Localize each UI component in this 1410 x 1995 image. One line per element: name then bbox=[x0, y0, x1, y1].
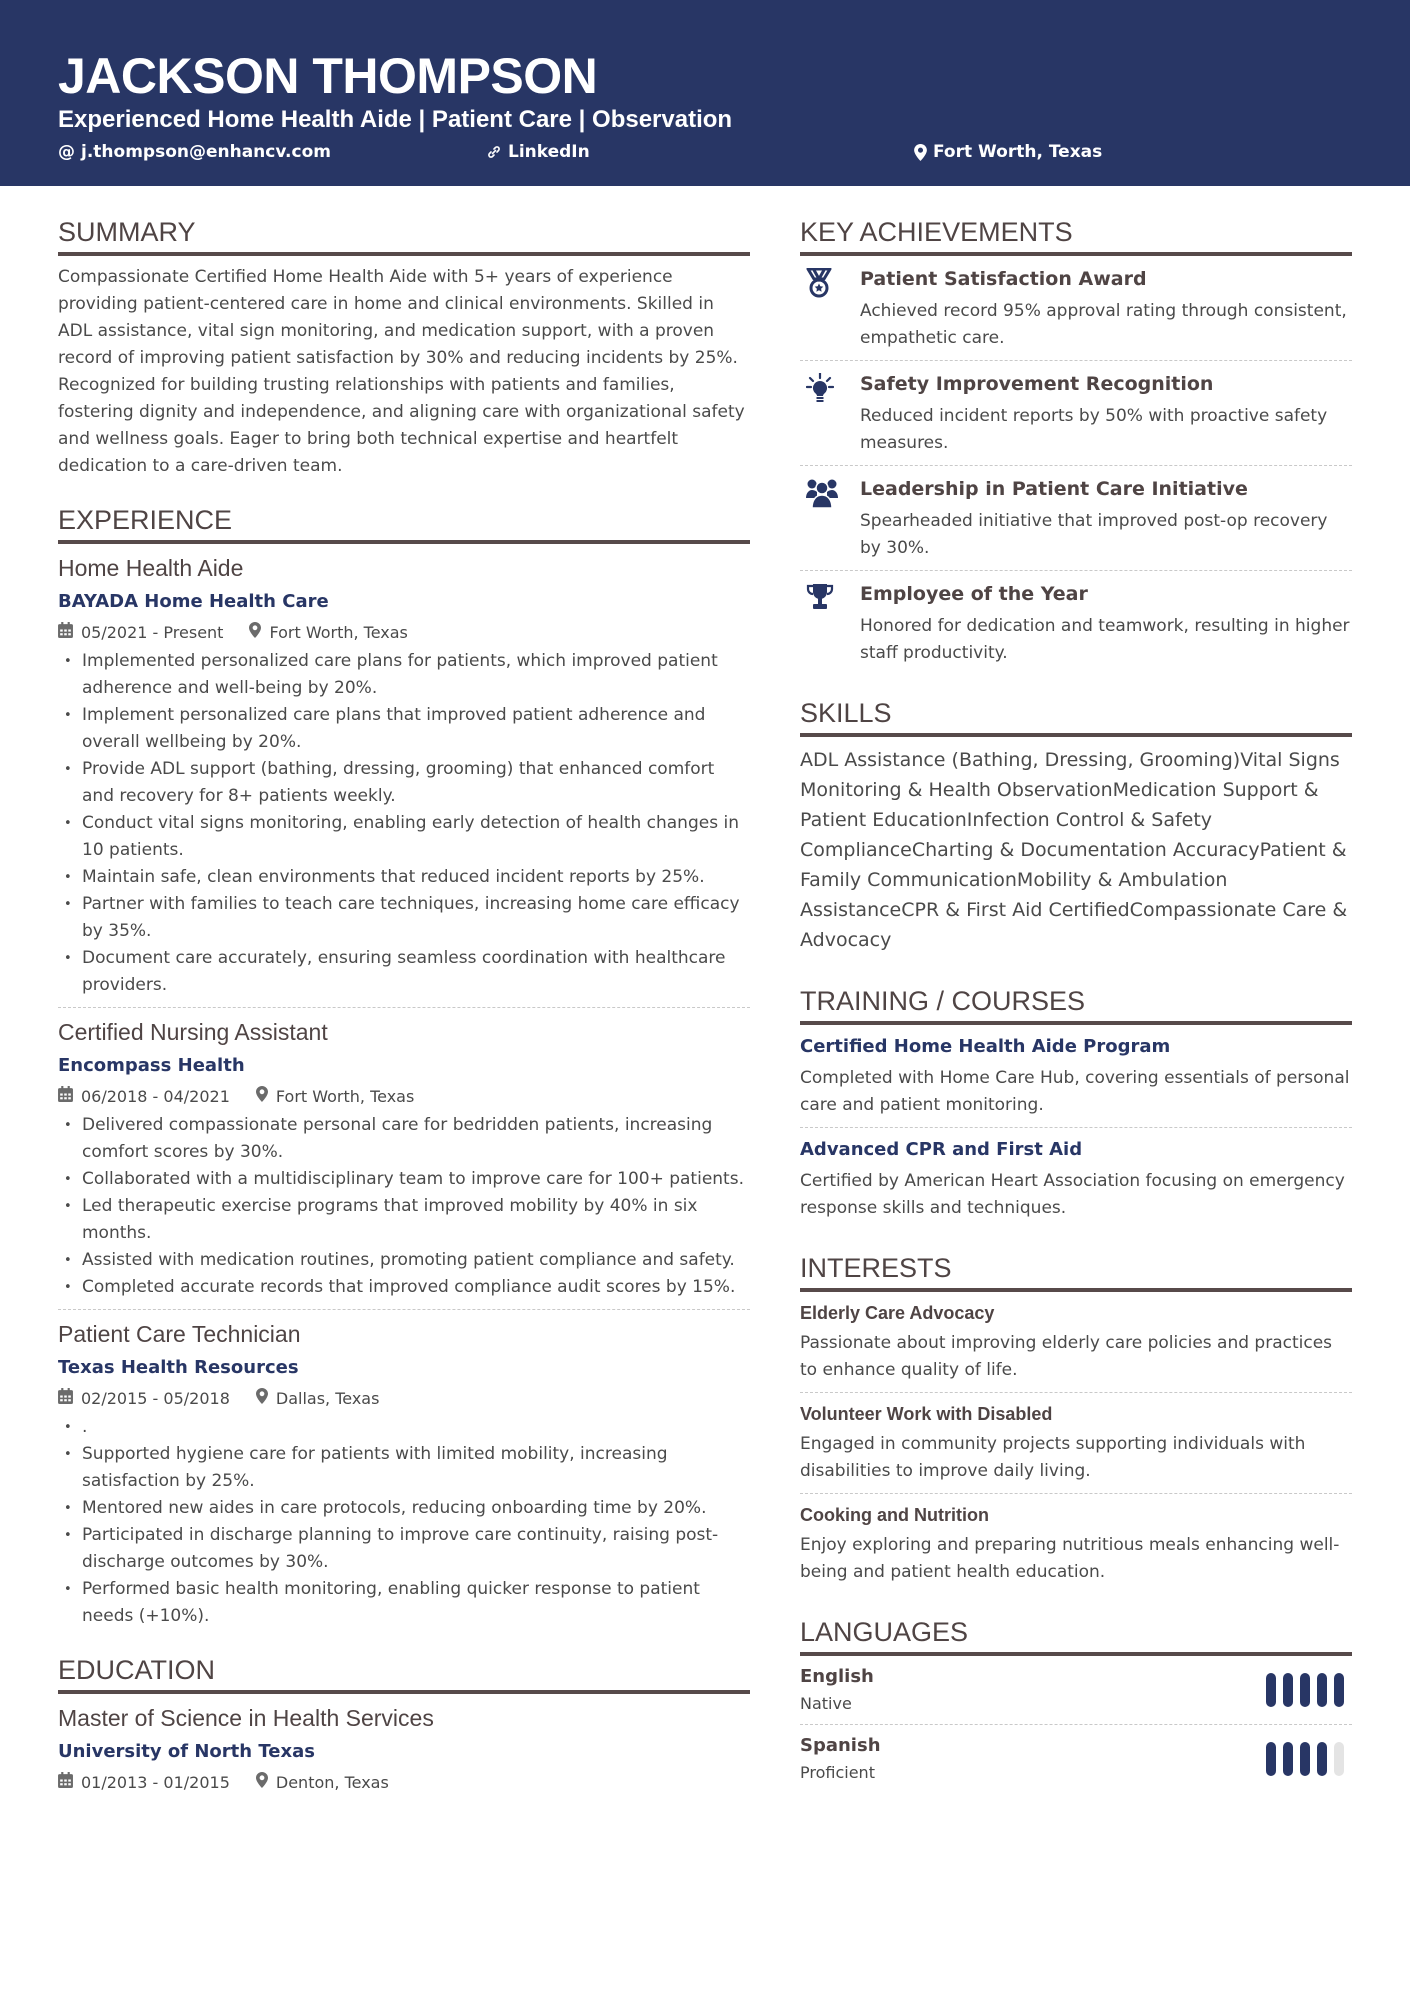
course-desc: Completed with Home Care Hub, covering essentials of personal care and patient monitoring. bbox=[800, 1068, 1350, 1115]
bullet-item: • Supported hygiene care for patients with limited mobility, increasing satisfaction by 25%. bbox=[58, 1441, 750, 1495]
bullet-item: • Provide ADL support (bathing, dressing, grooming) that enhanced comfort and recovery for 8+ patients weekly. bbox=[58, 756, 750, 810]
achievement-desc: Reduced incident reports by 50% with proactive safety measures. bbox=[860, 406, 1328, 453]
language-name: English bbox=[800, 1666, 874, 1687]
map-pin-icon bbox=[914, 144, 927, 161]
interest-desc: Passionate about improving elderly care policies and practices to enhance quality of life. bbox=[800, 1333, 1333, 1380]
candidate-tagline: Experienced Home Health Aide | Patient Care | Observation bbox=[58, 106, 733, 133]
rating-bar-empty bbox=[1334, 1742, 1344, 1776]
bullet-item: • Conduct vital signs monitoring, enabling early detection of health changes in 10 patients. bbox=[58, 810, 750, 864]
language-item bbox=[800, 1664, 1352, 1716]
job-dates: 02/2015 - 05/2018 bbox=[81, 1389, 230, 1408]
education-meta bbox=[58, 1770, 750, 1796]
divider bbox=[800, 1493, 1352, 1494]
divider bbox=[800, 570, 1352, 571]
school-name: University of North Texas bbox=[58, 1741, 315, 1762]
left-column bbox=[58, 214, 750, 1796]
training-heading: TRAINING / COURSES bbox=[800, 983, 1352, 1025]
medal-icon bbox=[800, 264, 860, 302]
job-bullets bbox=[58, 1112, 750, 1301]
job-title: Certified Nursing Assistant bbox=[58, 1019, 328, 1045]
job-meta bbox=[58, 620, 750, 646]
job-entry bbox=[58, 552, 750, 999]
calendar-icon bbox=[58, 620, 73, 646]
rating-bar-filled bbox=[1317, 1673, 1327, 1707]
education-heading: EDUCATION bbox=[58, 1652, 750, 1694]
achievement-desc: Honored for dedication and teamwork, resulting in higher staff productivity. bbox=[860, 616, 1350, 663]
job-location: Fort Worth, Texas bbox=[269, 623, 408, 642]
divider bbox=[800, 360, 1352, 361]
skills-section bbox=[800, 695, 1352, 955]
rating-bar-filled bbox=[1266, 1673, 1276, 1707]
language-rating bbox=[1266, 1742, 1344, 1776]
bullet-item: • Maintain safe, clean environments that reduced incident reports by 25%. bbox=[58, 864, 750, 891]
skills-text: ADL Assistance (Bathing, Dressing, Grooming)Vital Signs Monitoring & Health ObservationMedication Support & Patient EducationInfection Control & Safety ComplianceCharting & Documentation AccuracyPatient & Family CommunicationMobility & Ambulation AssistanceCPR & First Aid CertifiedCompassionate Care & Advocacy bbox=[800, 749, 1348, 951]
job-bullets bbox=[58, 1414, 750, 1630]
map-pin-icon bbox=[256, 1770, 268, 1796]
rating-bar-filled bbox=[1283, 1673, 1293, 1707]
company-name: BAYADA Home Health Care bbox=[58, 591, 329, 612]
job-entry bbox=[58, 1318, 750, 1630]
company-name: Encompass Health bbox=[58, 1055, 245, 1076]
skills-heading: SKILLS bbox=[800, 695, 1352, 737]
divider bbox=[58, 1309, 750, 1310]
divider bbox=[58, 1007, 750, 1008]
achievements-section bbox=[800, 214, 1352, 667]
calendar-icon bbox=[58, 1770, 73, 1796]
contact-linkedin[interactable] bbox=[486, 140, 590, 164]
divider bbox=[800, 1392, 1352, 1393]
achievement-title: Leadership in Patient Care Initiative bbox=[860, 478, 1248, 500]
achievement-desc: Achieved record 95% approval rating through consistent, empathetic care. bbox=[860, 301, 1347, 348]
link-icon bbox=[486, 144, 502, 160]
rating-bar-filled bbox=[1266, 1742, 1276, 1776]
achievement-title: Safety Improvement Recognition bbox=[860, 373, 1214, 395]
bullet-item: • Led therapeutic exercise programs that improved mobility by 40% in six months. bbox=[58, 1193, 750, 1247]
bullet-item: • Delivered compassionate personal care for bedridden patients, increasing comfort scores by 30%. bbox=[58, 1112, 750, 1166]
candidate-name: JACKSON THOMPSON bbox=[58, 48, 598, 104]
languages-section bbox=[800, 1614, 1352, 1785]
contact-location bbox=[914, 140, 1102, 164]
lightbulb-icon bbox=[800, 369, 860, 407]
resume-header bbox=[0, 0, 1410, 186]
calendar-icon bbox=[58, 1084, 73, 1110]
education-section bbox=[58, 1652, 750, 1796]
interest-item bbox=[800, 1502, 1352, 1586]
users-icon bbox=[800, 474, 860, 512]
language-level: Native bbox=[800, 1694, 852, 1713]
job-title: Home Health Aide bbox=[58, 555, 244, 581]
bullet-item: • Assisted with medication routines, promoting patient compliance and safety. bbox=[58, 1247, 750, 1274]
bullet-item: • Implemented personalized care plans for patients, which improved patient adherence and well-being by 20%. bbox=[58, 648, 750, 702]
company-name: Texas Health Resources bbox=[58, 1357, 299, 1378]
rating-bar-filled bbox=[1300, 1742, 1310, 1776]
summary-heading: SUMMARY bbox=[58, 214, 750, 256]
achievement-item bbox=[800, 369, 1352, 457]
experience-section bbox=[58, 502, 750, 1630]
rating-bar-filled bbox=[1334, 1673, 1344, 1707]
bullet-item: • Completed accurate records that improved compliance audit scores by 15%. bbox=[58, 1274, 750, 1301]
achievement-item bbox=[800, 264, 1352, 352]
achievement-title: Employee of the Year bbox=[860, 583, 1088, 605]
at-icon: @ bbox=[58, 142, 75, 162]
divider bbox=[800, 1127, 1352, 1128]
bullet-item: • Participated in discharge planning to improve care continuity, raising post-discharge outcomes by 30%. bbox=[58, 1522, 750, 1576]
language-rating bbox=[1266, 1673, 1344, 1707]
calendar-icon bbox=[58, 1386, 73, 1412]
linkedin-text[interactable]: LinkedIn bbox=[508, 142, 590, 162]
training-section bbox=[800, 983, 1352, 1222]
course-item bbox=[800, 1136, 1352, 1222]
bullet-item: • Performed basic health monitoring, enabling quicker response to patient needs (+10%). bbox=[58, 1576, 750, 1630]
job-bullets bbox=[58, 648, 750, 999]
achievement-item bbox=[800, 579, 1352, 667]
job-entry bbox=[58, 1016, 750, 1301]
language-item bbox=[800, 1733, 1352, 1785]
interest-title: Elderly Care Advocacy bbox=[800, 1303, 995, 1323]
job-location: Fort Worth, Texas bbox=[275, 1087, 415, 1106]
job-meta bbox=[58, 1084, 750, 1110]
bullet-item: • . bbox=[58, 1414, 750, 1441]
course-desc: Certified by American Heart Association focusing on emergency response skills and techniques. bbox=[800, 1171, 1345, 1218]
job-title: Patient Care Technician bbox=[58, 1321, 301, 1347]
contact-email[interactable] bbox=[58, 140, 331, 164]
rating-bar-filled bbox=[1283, 1742, 1293, 1776]
job-dates: 05/2021 - Present bbox=[81, 623, 224, 642]
job-meta bbox=[58, 1386, 750, 1412]
interest-desc: Enjoy exploring and preparing nutritious meals enhancing well-being and patient health education. bbox=[800, 1535, 1340, 1582]
achievements-heading: KEY ACHIEVEMENTS bbox=[800, 214, 1352, 256]
interest-title: Cooking and Nutrition bbox=[800, 1505, 989, 1525]
map-pin-icon bbox=[249, 620, 261, 646]
map-pin-icon bbox=[256, 1386, 268, 1412]
degree-title: Master of Science in Health Services bbox=[58, 1705, 434, 1731]
job-location: Dallas, Texas bbox=[275, 1389, 380, 1408]
interests-section bbox=[800, 1250, 1352, 1586]
bullet-item: • Document care accurately, ensuring seamless coordination with healthcare providers. bbox=[58, 945, 750, 999]
summary-text: Compassionate Certified Home Health Aide with 5+ years of experience providing patient-centered care in home and clinical environments. Skilled in ADL assistance, vital sign monitoring, and medication support, with a proven record of improving patient satisfaction by 30% and reducing incidents by 25%. Recognized for building trusting relationships with patients and families, fostering dignity and independence, and aligning care with organizational safety and wellness goals. Eager to bring both technical expertise and heartfelt dedication to a care-driven team. bbox=[58, 267, 745, 476]
language-level: Proficient bbox=[800, 1763, 875, 1782]
divider bbox=[800, 465, 1352, 466]
interests-heading: INTERESTS bbox=[800, 1250, 1352, 1292]
education-dates: 01/2013 - 01/2015 bbox=[81, 1773, 230, 1792]
divider bbox=[800, 1724, 1352, 1725]
course-item bbox=[800, 1033, 1352, 1119]
rating-bar-filled bbox=[1317, 1742, 1327, 1776]
rating-bar-filled bbox=[1300, 1673, 1310, 1707]
achievement-item bbox=[800, 474, 1352, 562]
interest-item bbox=[800, 1401, 1352, 1485]
interest-item bbox=[800, 1300, 1352, 1384]
bullet-item: • Implement personalized care plans that improved patient adherence and overall wellbeing by 20%. bbox=[58, 702, 750, 756]
language-name: Spanish bbox=[800, 1735, 881, 1756]
languages-heading: LANGUAGES bbox=[800, 1614, 1352, 1656]
experience-heading: EXPERIENCE bbox=[58, 502, 750, 544]
education-location: Denton, Texas bbox=[275, 1773, 389, 1792]
job-dates: 06/2018 - 04/2021 bbox=[81, 1087, 230, 1106]
bullet-item: • Partner with families to teach care techniques, increasing home care efficacy by 35%. bbox=[58, 891, 750, 945]
summary-section bbox=[58, 214, 750, 480]
map-pin-icon bbox=[256, 1084, 268, 1110]
bullet-item: • Mentored new aides in care protocols, reducing onboarding time by 20%. bbox=[58, 1495, 750, 1522]
course-title: Certified Home Health Aide Program bbox=[800, 1036, 1171, 1057]
bullet-item: • Collaborated with a multidisciplinary team to improve care for 100+ patients. bbox=[58, 1166, 750, 1193]
course-title: Advanced CPR and First Aid bbox=[800, 1139, 1083, 1160]
interest-desc: Engaged in community projects supporting individuals with disabilities to improve daily living. bbox=[800, 1434, 1306, 1481]
email-text[interactable]: j.thompson@enhancv.com bbox=[81, 142, 331, 162]
achievement-desc: Spearheaded initiative that improved post-op recovery by 30%. bbox=[860, 511, 1328, 558]
interest-title: Volunteer Work with Disabled bbox=[800, 1404, 1053, 1424]
right-column bbox=[800, 214, 1352, 1785]
location-text: Fort Worth, Texas bbox=[933, 142, 1103, 162]
trophy-icon bbox=[800, 579, 860, 615]
achievement-title: Patient Satisfaction Award bbox=[860, 268, 1147, 290]
